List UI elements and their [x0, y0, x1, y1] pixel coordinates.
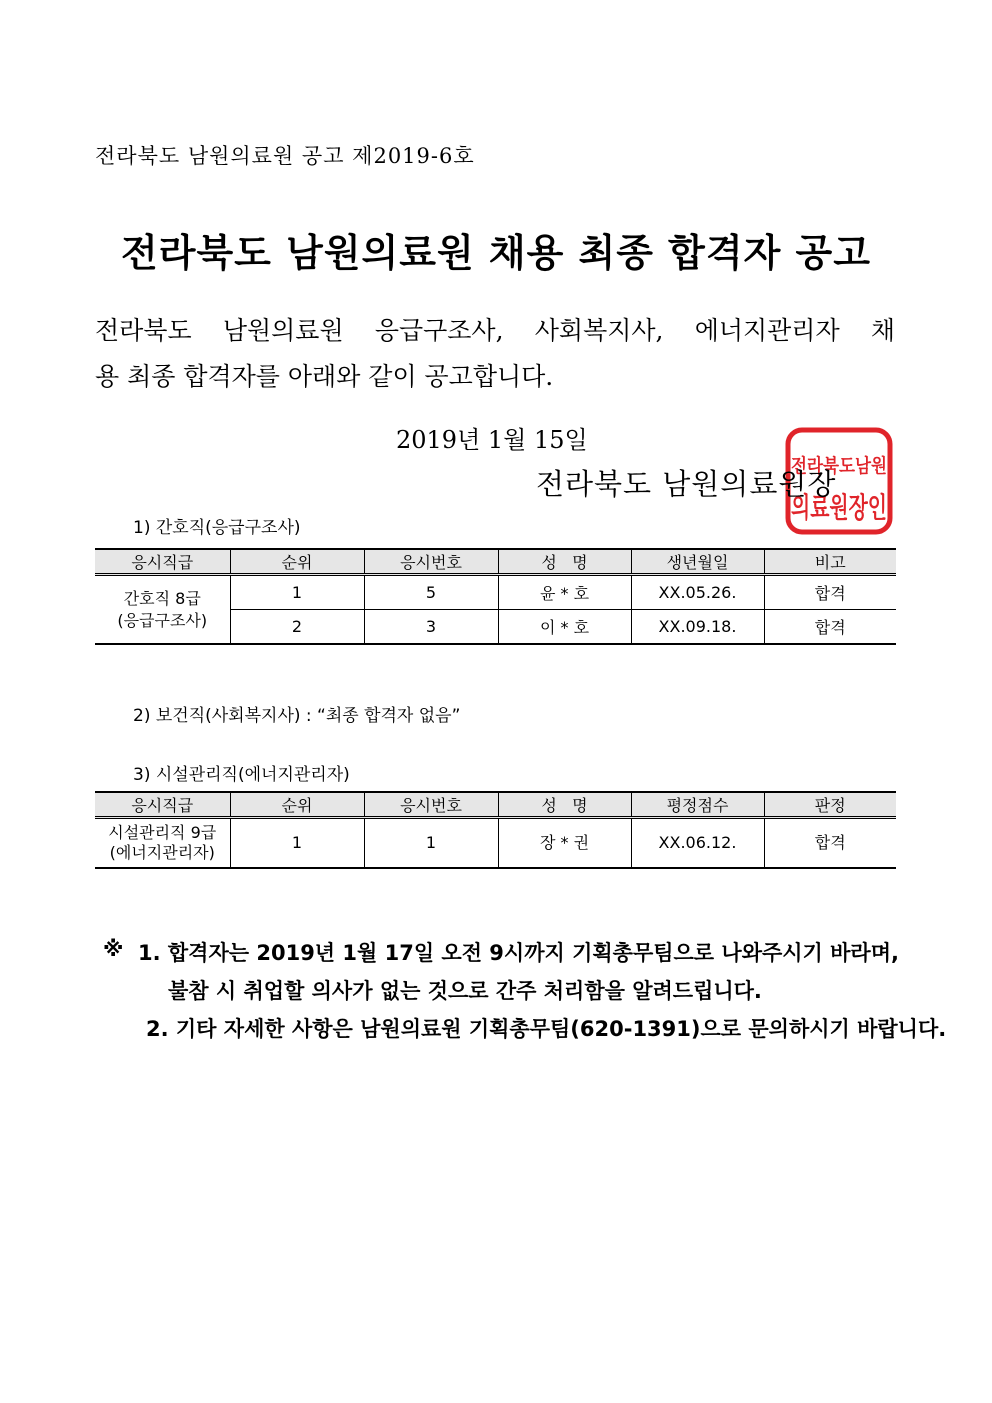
rank-cell: 2: [230, 610, 364, 645]
table-row: [95, 818, 896, 869]
col-grade: 응시직급: [95, 792, 230, 818]
announcement-date: 2019년 1월 15일: [396, 426, 588, 454]
name-cell: 이 * 호: [498, 610, 631, 645]
score-cell: XX.06.12.: [631, 818, 764, 869]
note-item-2: 2. 기타 자세한 사항은 남원의료원 기획총무팀(620-1391)으로 문의하시기 바랍니다.: [146, 1017, 947, 1041]
rank-cell: 1: [230, 818, 364, 869]
seal-text-top: 전라북도남원: [791, 455, 902, 477]
grade-label: 시설관리직 9급: [108, 823, 217, 842]
section2-heading: 2) 보건직(사회복지사) : “최종 합격자 없음”: [133, 706, 461, 726]
exam-no-cell: 1: [364, 818, 498, 869]
nursing-results-table: [95, 548, 896, 645]
col-birth: 생년월일: [631, 549, 764, 575]
section1-heading: 1) 간호직(응급구조사): [133, 518, 301, 538]
table-header-row: [95, 549, 896, 575]
grade-sub-label: (에너지관리자): [109, 843, 215, 862]
grade-cell: [95, 575, 230, 645]
grade-sub-label: (응급구조사): [117, 610, 208, 630]
facility-results-table: [95, 791, 896, 869]
note-cell: 합격: [764, 575, 896, 610]
col-exam-no: 응시번호: [364, 549, 498, 575]
col-note: 비고: [764, 549, 896, 575]
name-cell: 윤 * 호: [498, 575, 631, 610]
col-result: 판정: [764, 792, 896, 818]
result-cell: 합격: [764, 818, 896, 869]
col-name: 성 명: [498, 792, 631, 818]
grade-cell: [95, 818, 230, 869]
col-rank: 순위: [230, 792, 364, 818]
seal-text-bottom: 의료원장인: [791, 491, 887, 524]
exam-no-cell: 3: [364, 610, 498, 645]
note-item-1-line-2: 불참 시 취업할 의사가 없는 것으로 간주 처리함을 알려드립니다.: [168, 979, 762, 1003]
section3-heading: 3) 시설관리직(에너지관리자): [133, 765, 350, 785]
grade-label: 간호직 8급: [123, 588, 201, 608]
notice-number: 전라북도 남원의료원 공고 제2019-6호: [95, 144, 475, 168]
table-header-row: [95, 792, 896, 818]
intro-line-2: 용 최종 합격자를 아래와 같이 공고합니다.: [95, 362, 554, 391]
birth-cell: XX.09.18.: [631, 610, 764, 645]
exam-no-cell: 5: [364, 575, 498, 610]
col-score: 평정점수: [631, 792, 764, 818]
note-mark: ※: [103, 937, 124, 961]
table-row: [95, 575, 896, 610]
col-grade: 응시직급: [95, 549, 230, 575]
col-exam-no: 응시번호: [364, 792, 498, 818]
intro-line-1: 전라북도 남원의료원 응급구조사, 사회복지사, 에너지관리자 채: [95, 316, 895, 345]
col-name: 성 명: [498, 549, 631, 575]
name-cell: 장 * 권: [498, 818, 631, 869]
rank-cell: 1: [230, 575, 364, 610]
birth-cell: XX.05.26.: [631, 575, 764, 610]
note-cell: 합격: [764, 610, 896, 645]
note-item-1-line-1: 1. 합격자는 2019년 1월 17일 오전 9시까지 기획총무팀으로 나와주시기 바라며,: [138, 941, 899, 965]
col-rank: 순위: [230, 549, 364, 575]
signer: 전라북도 남원의료원장: [536, 467, 837, 501]
page-title: 전라북도 남원의료원 채용 최종 합격자 공고: [121, 231, 871, 275]
